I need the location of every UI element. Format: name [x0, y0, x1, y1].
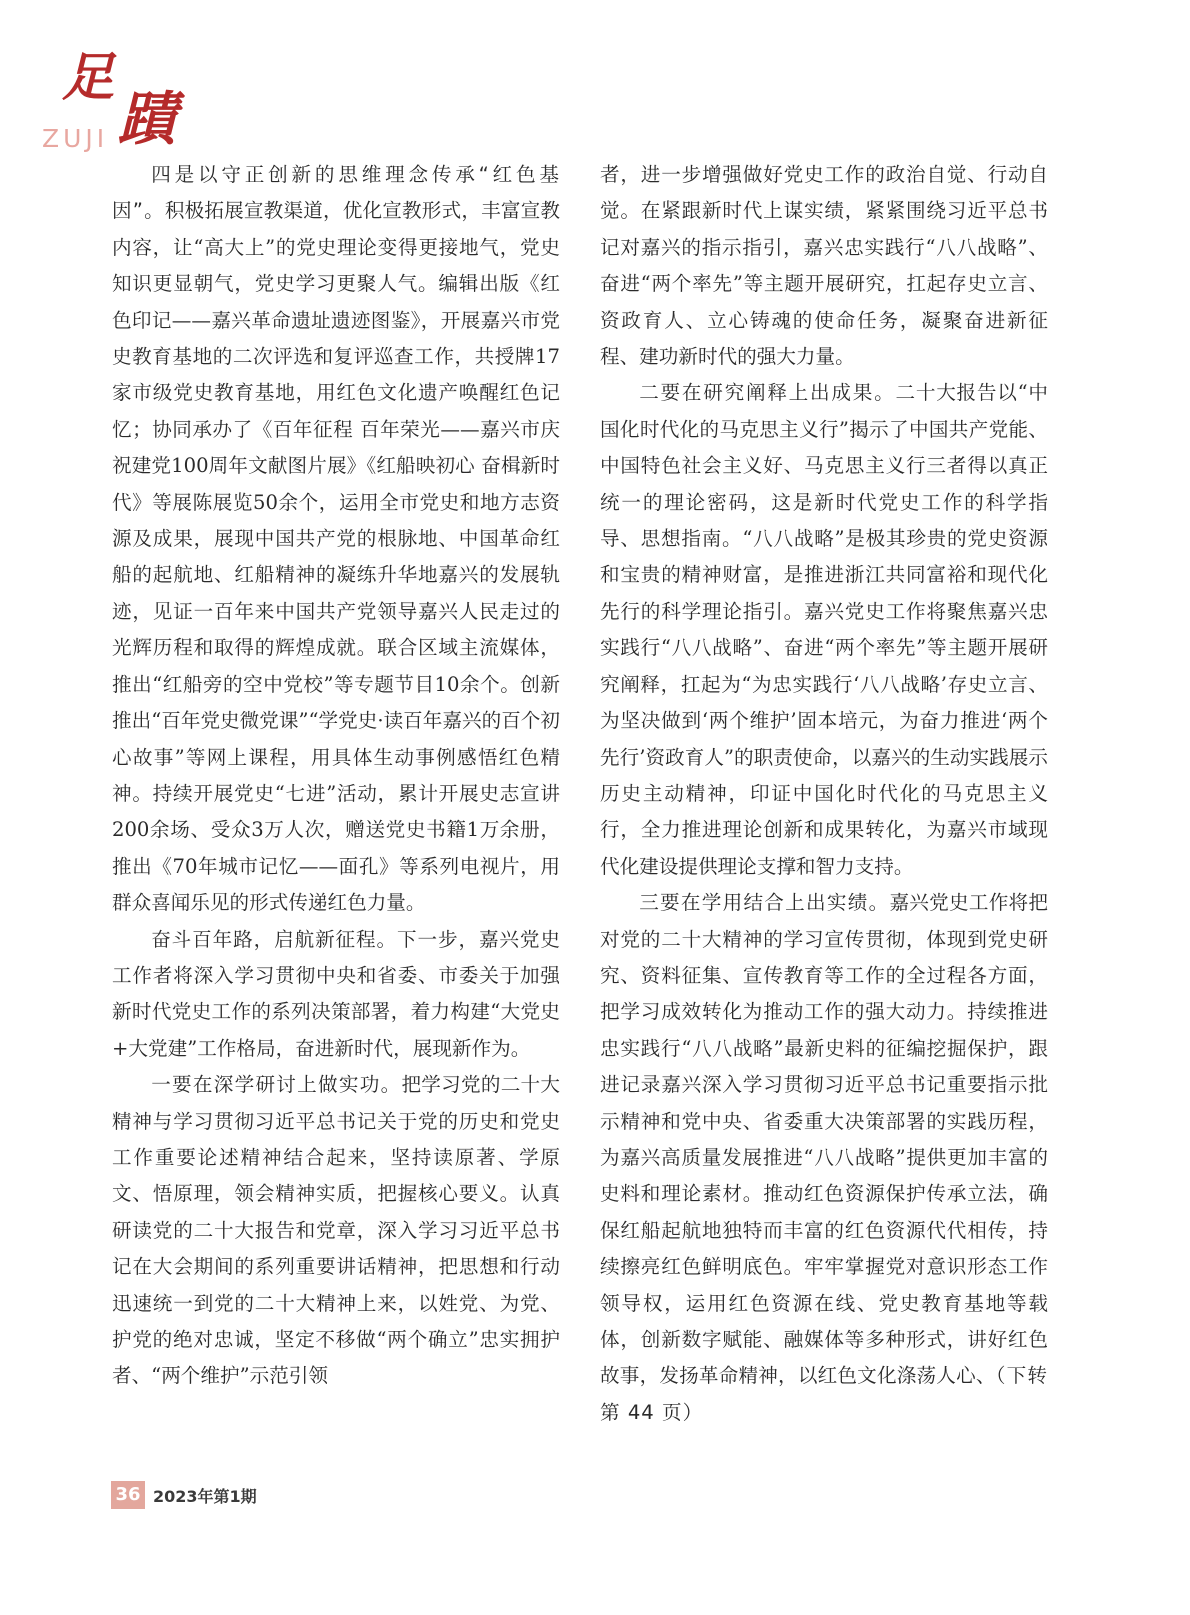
right-column: [600, 157, 1048, 1431]
masthead-logo: [40, 48, 190, 158]
paragraph-body: 嘉兴党史工作将把对党的二十大精神的学习宣传贯彻，体现到党史研究、资料征集、宣传教育等工作的全过程各方面，把学习成效转化为推动工作的强大动力。持续推进忠实践行“八八战略”最新史料的征编挖掘保护，跟进记录嘉兴深入学习贯彻习近平总书记重要指示批示精神和党中央、省委重大决策部署的实践历程，为嘉兴高质量发展推进“八八战略”提供更加丰富的史料和理论素材。推动红色资源保护传承立法，确保红船起航地独特而丰富的红色资源代代相传，持续擦亮红色鲜明底色。牢牢掌握党对意识形态工作领导权，运用红色资源在线、党史教育基地等载体，创新数字赋能、融媒体等多种形式，讲好红色故事，发扬革命精神，以红色文化涤荡人心、: [600, 891, 1049, 1388]
paragraph-4-inheritance: [112, 157, 560, 922]
page-number: 36: [111, 1481, 145, 1509]
page-footer: [111, 1480, 257, 1510]
paragraph-next-steps: 奋斗百年路，启航新征程。下一步，嘉兴党史工作者将深入学习贯彻中央和省委、市委关于加强新时代党史工作的系列决策部署，着力构建“大党史+大党建”工作格局，奋进新时代，展现新作为。: [112, 927, 560, 1060]
paragraph-body: 二十大报告以“中国化时代化的马克思主义行”揭示了中国共产党能、中国特色社会主义好、马克思主义行三者得以真正统一的理论密码，这是新时代党史工作的科学指导、思想指南。“八八战略”是极其珍贵的党史资源和宝贵的精神财富，是推进浙江共同富裕和现代化先行的科学理论指引。嘉兴党史工作将聚焦嘉兴忠实践行“八八战略”、奋进“两个率先”等主题开展研究阐释，扛起为“为忠实践行‘八八战略’存史立言、为坚决做到‘两个维护’固本培元，为奋力推进‘两个先行’资政育人”的职责使命，以嘉兴的生动实践展示历史主动精神，印证中国化时代化的马克思主义行，全力推进理论创新和成果转化，为嘉兴市域现代化建设提供理论支撑和智力支持。: [600, 381, 1048, 878]
paragraph-2-research: [600, 375, 1048, 885]
paragraph-3-application: [600, 885, 1048, 1431]
masthead-latin: ZUJI: [42, 124, 109, 153]
issue-label: 2023年第1期: [153, 1486, 257, 1506]
paragraph-lead: 二要在研究阐释上出成果。: [639, 381, 896, 405]
paragraph-body: 把学习党的二十大精神与学习贯彻习近平总书记关于党的历史和党史工作重要论述精神结合起来，坚持读原著、学原文、悟原理，领会精神实质，把握核心要义。认真研读党的二十大报告和党章，深入学习习近平总书记在大会期间的系列重要讲话精神，把思想和行动迅速统一到党的二十大精神上来，以姓党、为党、护党的绝对忠诚，坚定不移做“两个确立”忠实拥护者、“两个维护”示范引领: [112, 1073, 561, 1388]
paragraph-body: 积极拓展宣教渠道，优化宣教形式，丰富宣教内容，让“高大上”的党史理论变得更接地气，党史知识更显朝气，党史学习更聚人气。编辑出版《红色印记——嘉兴革命遗址遗迹图鉴》，开展嘉兴市党史教育基地的二次评选和复评巡查工作，共授牌17家市级党史教育基地，用红色文化遗产唤醒红色记忆；协同承办了《百年征程 百年荣光——嘉兴市庆祝建党100周年文献图片展》《红船映初心 奋楫新时代》等展陈展览50余个，运用全市党史和地方志资源及成果，展现中国共产党的根脉地、中国革命红船的起航地、红船精神的凝练升华地嘉兴的发展轨迹，见证一百年来中国共产党领导嘉兴人民走过的光辉历程和取得的辉煌成就。联合区域主流媒体，推出“红船旁的空中党校”等专题节目10余个。创新推出“百年党史微党课”“学党史·读百年嘉兴的百个初心故事”等网上课程，用具体生动事例感悟红色精神。持续开展党史“七进”活动，累计开展史志宣讲200余场、受众3万人次，赠送党史书籍1万余册，推出《70年城市记忆——面孔》等系列电视片，用群众喜闻乐见的形式传递红色力量。: [112, 199, 560, 915]
paragraph-1-continued: 者，进一步增强做好党史工作的政治自觉、行动自觉。在紧跟新时代上谋实绩，紧紧围绕习近平总书记对嘉兴的指示指引，嘉兴忠实践行“八八战略”、奋进“两个率先”等主题开展研究，扛起存史立言、资政育人、立心铸魂的使命任务，凝聚奋进新征程、建功新时代的强大力量。: [600, 163, 1048, 369]
paragraph-lead: 三要在学用结合上出实绩。: [639, 891, 890, 915]
paragraph-1-deep-study: [112, 1067, 560, 1395]
masthead-title-char-1: 足: [62, 47, 115, 108]
paragraph-lead: 四是以守正创新的思维理念传承“红色基因”。: [112, 163, 560, 223]
continued-note: （下转第 44 页）: [600, 1364, 1048, 1424]
paragraph-lead: 一要在深学研讨上做实功。: [151, 1073, 402, 1097]
left-column: [112, 157, 560, 1395]
masthead-title-char-2: 蹟: [118, 85, 177, 153]
